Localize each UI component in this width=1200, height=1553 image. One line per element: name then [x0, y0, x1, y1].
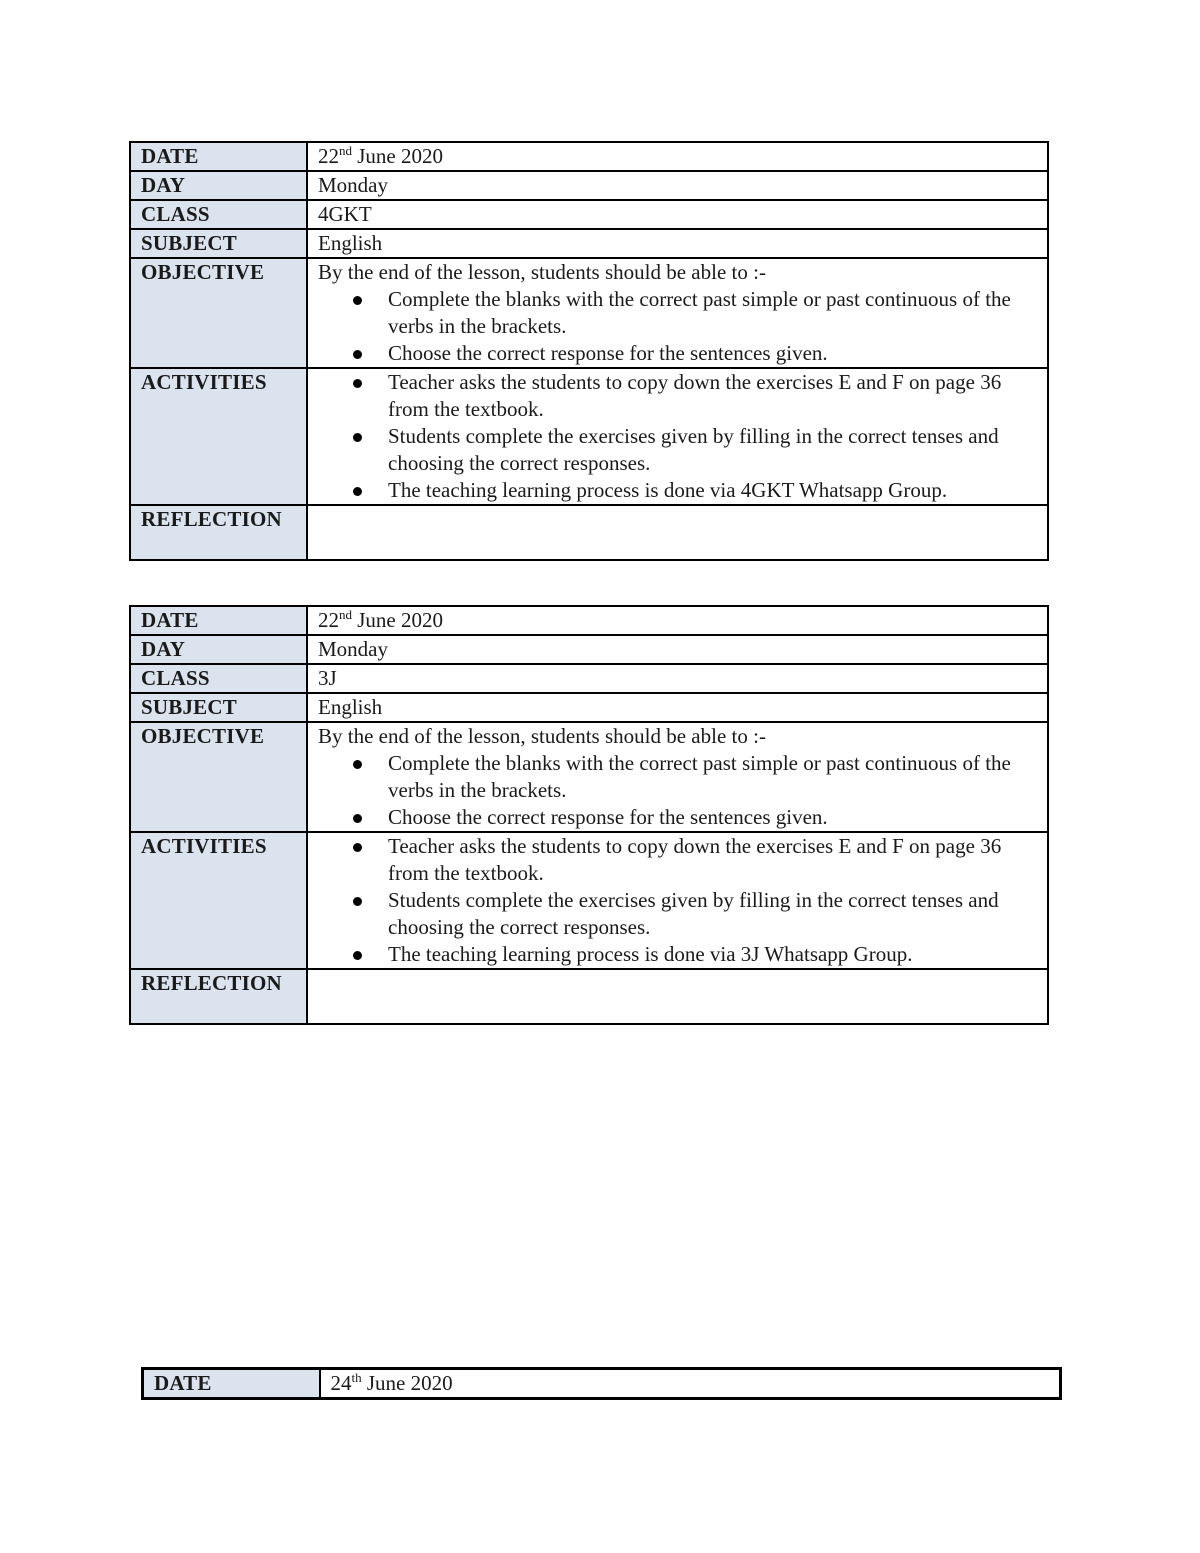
activities-label: ACTIVITIES	[130, 368, 307, 505]
list-item	[388, 423, 1039, 477]
list-item-text: Teacher asks the students to copy down the exercises E and F on page 36 from the textbook.	[388, 834, 1002, 885]
objective-row	[130, 258, 1048, 368]
list-item-text: Complete the blanks with the correct past simple or past continuous of the verbs in the brackets.	[388, 751, 1011, 802]
bullet-icon	[353, 379, 362, 388]
bullet-icon	[353, 951, 362, 960]
activities-value	[307, 368, 1048, 505]
day-label: DAY	[130, 635, 307, 664]
date-row	[143, 1369, 1061, 1399]
objective-intro: By the end of the lesson, students should be able to :-	[318, 260, 766, 284]
list-item-text: Students complete the exercises given by filling in the correct tenses and choosing the correct responses.	[388, 424, 999, 475]
subject-value: English	[307, 229, 1048, 258]
bullet-icon	[353, 814, 362, 823]
day-label: DAY	[130, 171, 307, 200]
day-value: Monday	[307, 171, 1048, 200]
objective-value	[307, 258, 1048, 368]
reflection-value	[307, 505, 1048, 560]
date-suffix: nd	[339, 607, 352, 622]
objective-intro: By the end of the lesson, students should be able to :-	[318, 724, 766, 748]
objective-label: OBJECTIVE	[130, 722, 307, 832]
lesson-plan-table-3	[141, 1367, 1062, 1400]
day-row	[130, 635, 1048, 664]
list-item	[388, 340, 1039, 367]
list-item	[388, 750, 1039, 804]
activities-value	[307, 832, 1048, 969]
date-rest: June 2020	[361, 1371, 453, 1395]
date-label: DATE	[130, 142, 307, 171]
list-item	[388, 941, 1039, 968]
date-value	[320, 1369, 1061, 1399]
date-suffix: th	[351, 1370, 362, 1385]
list-item-text: Choose the correct response for the sentences given.	[388, 341, 828, 365]
list-item-text: Complete the blanks with the correct past simple or past continuous of the verbs in the brackets.	[388, 287, 1011, 338]
bullet-icon	[353, 760, 362, 769]
list-item	[388, 286, 1039, 340]
class-row	[130, 664, 1048, 693]
class-value: 4GKT	[307, 200, 1048, 229]
activities-list	[318, 369, 1039, 504]
lesson-plan-table-1	[129, 141, 1049, 561]
date-row	[130, 142, 1048, 171]
reflection-row	[130, 969, 1048, 1024]
bullet-icon	[353, 296, 362, 305]
day-value: Monday	[307, 635, 1048, 664]
bullet-icon	[353, 350, 362, 359]
date-day: 22	[318, 144, 339, 168]
reflection-label: REFLECTION	[130, 505, 307, 560]
list-item-text: The teaching learning process is done via 4GKT Whatsapp Group.	[388, 478, 948, 502]
subject-label: SUBJECT	[130, 229, 307, 258]
class-row	[130, 200, 1048, 229]
bullet-icon	[353, 843, 362, 852]
reflection-row	[130, 505, 1048, 560]
reflection-label: REFLECTION	[130, 969, 307, 1024]
date-value	[307, 142, 1048, 171]
date-value	[307, 606, 1048, 635]
objective-value	[307, 722, 1048, 832]
subject-row	[130, 229, 1048, 258]
date-rest: June 2020	[352, 144, 443, 168]
bullet-icon	[353, 897, 362, 906]
list-item	[388, 804, 1039, 831]
list-item-text: The teaching learning process is done via 3J Whatsapp Group.	[388, 942, 913, 966]
activities-label: ACTIVITIES	[130, 832, 307, 969]
day-row	[130, 171, 1048, 200]
date-label: DATE	[130, 606, 307, 635]
objective-label: OBJECTIVE	[130, 258, 307, 368]
reflection-value	[307, 969, 1048, 1024]
list-item	[388, 833, 1039, 887]
list-item	[388, 477, 1039, 504]
list-item-text: Students complete the exercises given by filling in the correct tenses and choosing the correct responses.	[388, 888, 999, 939]
bullet-icon	[353, 487, 362, 496]
class-label: CLASS	[130, 200, 307, 229]
objective-list	[318, 750, 1039, 831]
activities-row	[130, 832, 1048, 969]
date-day: 22	[318, 608, 339, 632]
date-suffix: nd	[339, 143, 352, 158]
date-label: DATE	[143, 1369, 320, 1399]
activities-row	[130, 368, 1048, 505]
bullet-icon	[353, 433, 362, 442]
list-item-text: Teacher asks the students to copy down the exercises E and F on page 36 from the textbook.	[388, 370, 1002, 421]
date-day: 24	[330, 1371, 352, 1395]
objective-list	[318, 286, 1039, 367]
list-item	[388, 369, 1039, 423]
list-item-text: Choose the correct response for the sentences given.	[388, 805, 828, 829]
class-value: 3J	[307, 664, 1048, 693]
class-label: CLASS	[130, 664, 307, 693]
lesson-plan-table-2	[129, 605, 1049, 1025]
date-row	[130, 606, 1048, 635]
subject-row	[130, 693, 1048, 722]
subject-value: English	[307, 693, 1048, 722]
list-item	[388, 887, 1039, 941]
date-rest: June 2020	[352, 608, 443, 632]
subject-label: SUBJECT	[130, 693, 307, 722]
activities-list	[318, 833, 1039, 968]
objective-row	[130, 722, 1048, 832]
